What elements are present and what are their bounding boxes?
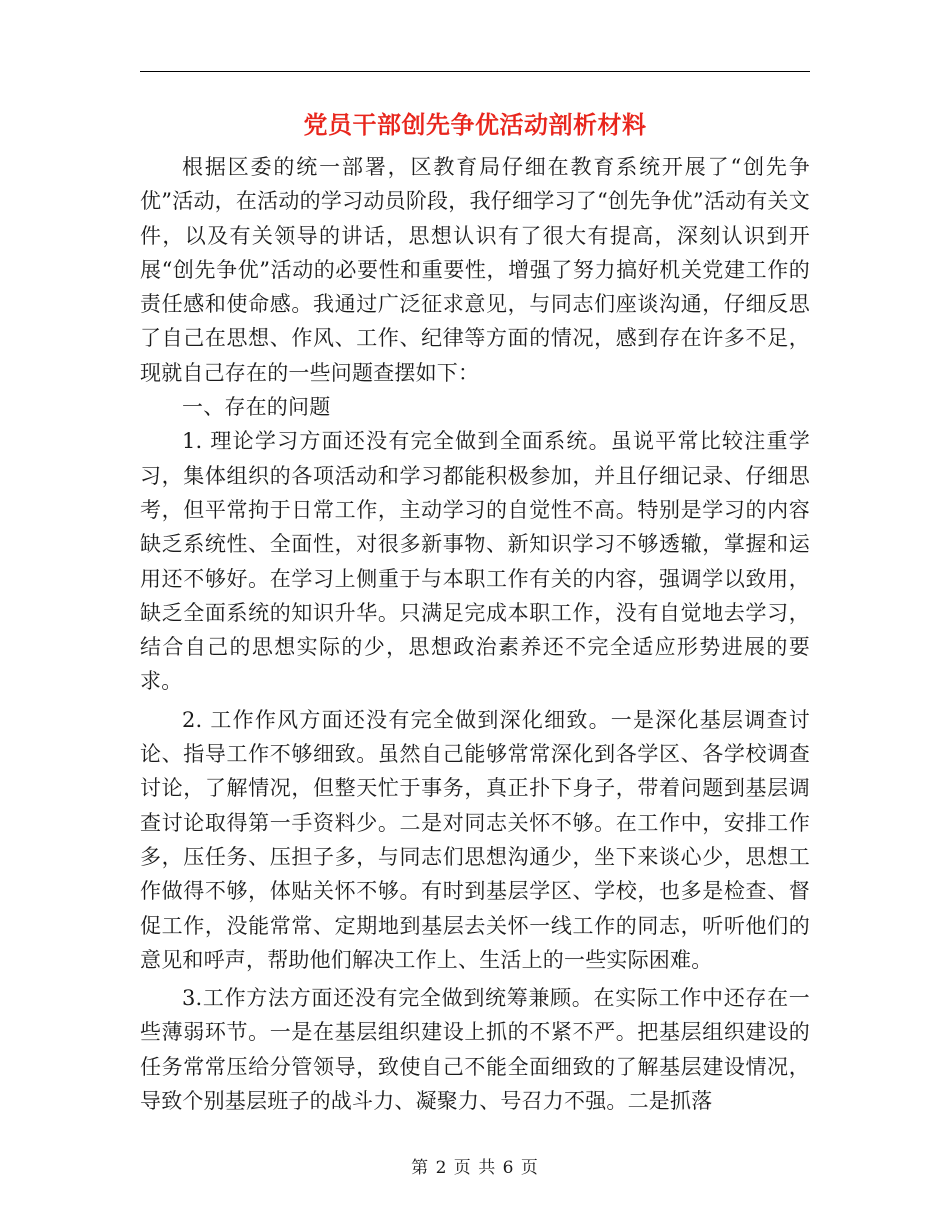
document-body xyxy=(140,150,810,1118)
point-3-paragraph: 3.工作方法方面还没有完全做到统筹兼顾。在实际工作中还存在一些薄弱环节。一是在基层组织建设上抓的不紧不严。把基层组织建设的任务常常压给分管领导，致使自己不能全面细致的了解基层建设情况，导致个别基层班子的战斗力、凝聚力、号召力不强。二是抓落 xyxy=(140,986,810,1114)
section-heading: 一、存在的问题 xyxy=(182,395,331,420)
document-title: 党员干部创先争优活动剖析材料 xyxy=(303,110,647,139)
page-indicator: 第 2 页 共 6 页 xyxy=(411,1158,539,1178)
point-2-paragraph: 2. 工作作风方面还没有完全做到深化细致。一是深化基层调查讨论、指导工作不够细致。虽然自己能够常常深化到各学区、各学校调查讨论，了解情况，但整天忙于事务，真正扑下身子，带着问题到基层调查讨论取得第一手资料少。二是对同志关怀不够。在工作中，安排工作多，压任务、压担子多，与同志们思想沟通少，坐下来谈心少，思想工作做得不够，体贴关怀不够。有时到基层学区、学校，也多是检查、督促工作，没能常常、定期地到基层去关怀一线工作的同志，听听他们的意见和呼声，帮助他们解决工作上、生活上的一些实际困难。 xyxy=(140,707,810,972)
intro-paragraph: 根据区委的统一部署，区教育局仔细在教育系统开展了“创先争优”活动，在活动的学习动员阶段，我仔细学习了“创先争优”活动有关文件，以及有关领导的讲话，思想认识有了很大有提高，深刻认识到开展“创先争优”活动的必要性和重要性，增强了努力搞好机关党建工作的责任感和使命感。我通过广泛征求意见，与同志们座谈沟通，仔细反思了自己在思想、作风、工作、纪律等方面的情况，感到存在许多不足，现就自己存在的一些问题查摆如下： xyxy=(140,155,810,385)
header-rule xyxy=(140,71,810,72)
point-1-paragraph: 1. 理论学习方面还没有完全做到全面系统。虽说平常比较注重学习，集体组织的各项活动和学习都能积极参加，并且仔细记录、仔细思考，但平常拘于日常工作，主动学习的自觉性不高。特别是学习的内容缺乏系统性、全面性，对很多新事物、新知识学习不够透辙，掌握和运用还不够好。在学习上侧重于与本职工作有关的内容，强调学以致用，缺乏全面系统的知识升华。只满足完成本职工作，没有自觉地去学习，结合自己的思想实际的少，思想政治素养还不完全适应形势进展的要求。 xyxy=(140,429,810,694)
